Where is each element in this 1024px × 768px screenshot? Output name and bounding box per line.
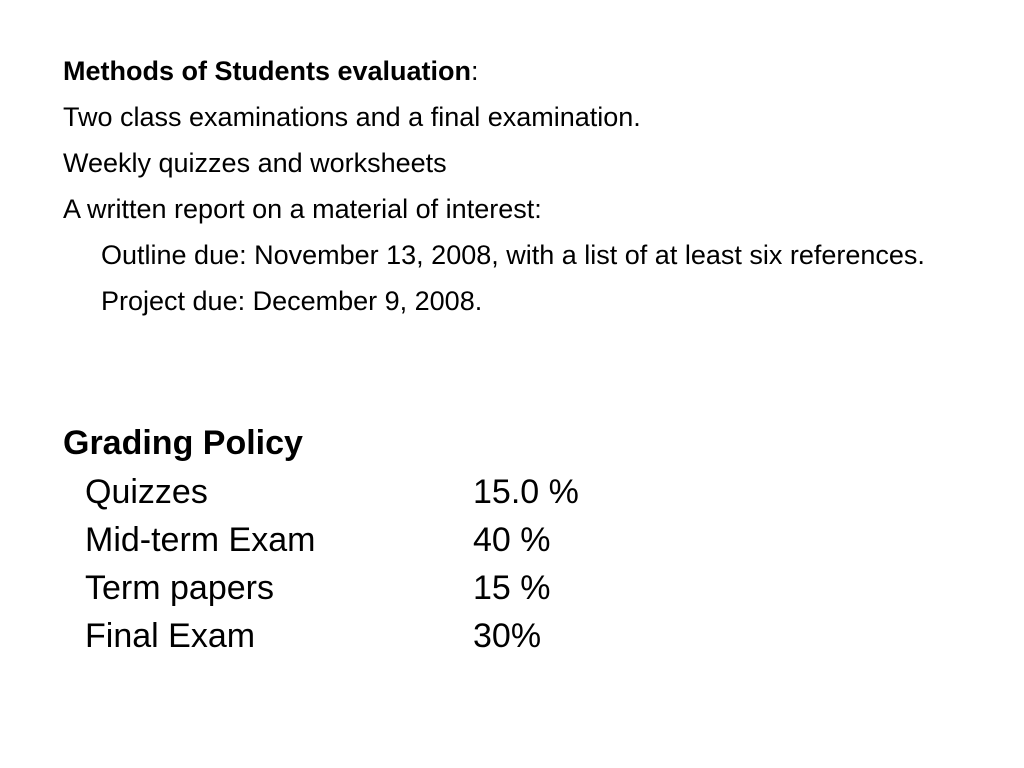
grade-row-final-exam bbox=[85, 612, 763, 660]
grade-value: 15 % bbox=[473, 569, 551, 607]
grade-value: 30% bbox=[473, 617, 542, 655]
evaluation-heading-colon: : bbox=[471, 56, 479, 86]
evaluation-section bbox=[63, 55, 993, 331]
evaluation-subitem-project: Project due: December 9, 2008. bbox=[101, 286, 483, 316]
grade-label: Mid-term Exam bbox=[85, 521, 316, 559]
grade-row-midterm bbox=[85, 516, 763, 564]
grade-label: Quizzes bbox=[85, 473, 208, 511]
evaluation-subitem-outline: Outline due: November 13, 2008, with a list of at least six references. bbox=[101, 240, 925, 270]
grade-row-quizzes bbox=[85, 468, 763, 516]
evaluation-item-report: A written report on a material of interest: bbox=[63, 194, 542, 224]
grade-label: Term papers bbox=[85, 569, 274, 607]
evaluation-heading bbox=[63, 55, 993, 87]
evaluation-item-exams: Two class examinations and a final examination. bbox=[63, 102, 641, 132]
grade-value: 40 % bbox=[473, 521, 551, 559]
grading-title: Grading Policy bbox=[63, 424, 303, 462]
grading-section bbox=[63, 420, 763, 660]
grade-label: Final Exam bbox=[85, 617, 256, 655]
evaluation-item-quizzes: Weekly quizzes and worksheets bbox=[63, 148, 447, 178]
grade-value: 15.0 % bbox=[473, 473, 579, 511]
evaluation-heading-text: Methods of Students evaluation bbox=[63, 56, 472, 86]
grade-row-term-papers bbox=[85, 564, 763, 612]
